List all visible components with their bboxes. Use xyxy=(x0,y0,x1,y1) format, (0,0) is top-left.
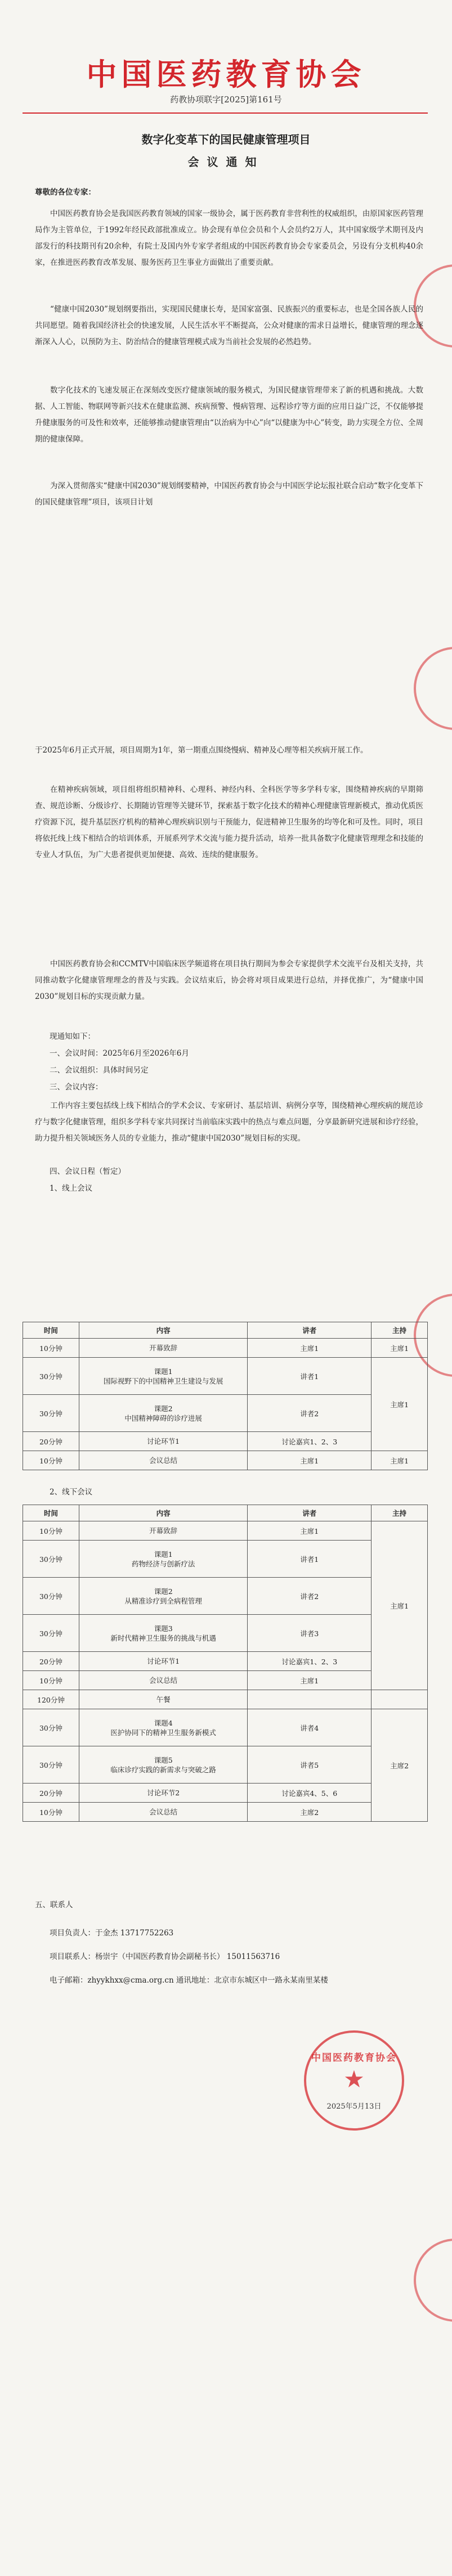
table-row xyxy=(23,1339,428,1358)
column-header-speaker: 讲者 xyxy=(248,1322,372,1339)
table-row xyxy=(23,1709,428,1746)
notice-title: 数字化变革下的国民健康管理项目 xyxy=(141,133,311,146)
column-header-host: 主持 xyxy=(372,1505,428,1521)
table-row xyxy=(23,1803,428,1822)
row-speaker: 讨论嘉宾4、5、6 xyxy=(248,1784,372,1803)
contact-heading: 五、联系人 xyxy=(35,1901,73,1910)
edge-seal-middle xyxy=(414,647,452,730)
notice-subtitle: 会议通知 xyxy=(187,155,265,169)
contact-email-address: 电子邮箱：zhyykhxx@cma.org.cn 通讯地址：北京市东城区中一路永某南里某楼 xyxy=(50,1976,328,1985)
table-row xyxy=(23,1671,428,1690)
host-cell-morning: 主席1 xyxy=(372,1521,428,1690)
column-header-time: 时间 xyxy=(23,1505,79,1521)
row-content xyxy=(79,1541,248,1578)
row-time: 10分钟 xyxy=(23,1671,79,1690)
row-speaker: 主席1 xyxy=(248,1339,372,1358)
row-speaker: 主席1 xyxy=(248,1671,372,1690)
header-divider xyxy=(23,112,428,114)
table-row xyxy=(23,1358,428,1395)
contact-project-lead: 项目负责人：于金杰 13717752263 xyxy=(50,1929,174,1938)
row-speaker: 讲者5 xyxy=(248,1746,372,1784)
row-time: 30分钟 xyxy=(23,1746,79,1784)
intro-line: 现通知如下： xyxy=(50,1032,95,1041)
table-row xyxy=(23,1690,428,1709)
table-row xyxy=(23,1541,428,1578)
row-content xyxy=(79,1395,248,1432)
row-content xyxy=(79,1615,248,1652)
org-name: 中国医药教育协会 xyxy=(86,57,366,92)
row-content: 讨论环节1 xyxy=(79,1432,248,1451)
table-row xyxy=(23,1451,428,1470)
row-time: 10分钟 xyxy=(23,1521,79,1541)
topic-title: 国际视野下的中国精神卫生建设与发展 xyxy=(103,1376,223,1385)
topic-label: 课题4 xyxy=(154,1718,173,1727)
row-time: 120分钟 xyxy=(23,1690,79,1709)
row-time: 20分钟 xyxy=(23,1784,79,1803)
table-row xyxy=(23,1395,428,1432)
salutation: 尊敬的各位专家： xyxy=(35,188,96,197)
row-content: 会议总结 xyxy=(79,1803,248,1822)
topic-title: 新时代精神卫生服务的挑战与机遇 xyxy=(110,1633,216,1642)
row-content xyxy=(79,1578,248,1615)
row-host: 主席1 xyxy=(372,1339,428,1358)
row-content xyxy=(79,1358,248,1395)
topic-title: 从精准诊疗到全病程管理 xyxy=(124,1596,202,1605)
edge-seal-bottom xyxy=(414,2239,452,2322)
row-speaker: 讲者4 xyxy=(248,1709,372,1746)
topic-title: 药物经济与创新疗法 xyxy=(131,1559,195,1568)
row-time: 10分钟 xyxy=(23,1803,79,1822)
topic-label: 课题3 xyxy=(154,1624,173,1633)
document-number: 药教协项联字[2025]第161号 xyxy=(170,94,282,105)
row-speaker: 讲者2 xyxy=(248,1395,372,1432)
row-time: 30分钟 xyxy=(23,1395,79,1432)
row-time: 30分钟 xyxy=(23,1615,79,1652)
paragraph-intro: 中国医药教育协会是我国医药教育领域的国家一级协会，属于医药教育非营利性的权威组织，由原国家医药管理局作为主管单位，于1992年经民政部批准成立。协会现有单位会员和个人会员约2万人，其中国家级学术期刊及内部发行的科技期刊有20余种，有院士及国内外专家学者组成的中国医药教育协会专家委员会，另设有分支机构40余家，在推进医药教育改革发展、服务医药卫生事业方面做出了重要贡献。 xyxy=(35,209,423,267)
topic-label: 课题1 xyxy=(154,1367,173,1376)
row-content xyxy=(79,1709,248,1746)
table-row xyxy=(23,1432,428,1451)
row-host-empty xyxy=(372,1690,428,1709)
row-content xyxy=(79,1746,248,1784)
topic-title: 医护协同下的精神卫生服务新模式 xyxy=(110,1728,216,1737)
host-cell: 主席1 xyxy=(372,1358,428,1451)
row-host: 主席1 xyxy=(372,1451,428,1470)
row-time: 30分钟 xyxy=(23,1541,79,1578)
table-row xyxy=(23,1521,428,1541)
column-header-time: 时间 xyxy=(23,1322,79,1339)
row-speaker: 讲者3 xyxy=(248,1615,372,1652)
topic-label: 课题2 xyxy=(154,1587,173,1596)
star-icon: ★ xyxy=(343,2065,365,2093)
row-time: 30分钟 xyxy=(23,1709,79,1746)
row-speaker: 主席1 xyxy=(248,1521,372,1541)
seal-date: 2025年5月13日 xyxy=(326,2102,382,2111)
table-header-row xyxy=(23,1505,428,1521)
row-speaker: 讨论嘉宾1、2、3 xyxy=(248,1652,372,1671)
row-speaker: 讲者1 xyxy=(248,1541,372,1578)
column-header-content: 内容 xyxy=(79,1322,248,1339)
row-speaker: 讨论嘉宾1、2、3 xyxy=(248,1432,372,1451)
row-content: 会议总结 xyxy=(79,1451,248,1470)
schedule-table-online xyxy=(23,1322,428,1470)
row-time: 30分钟 xyxy=(23,1358,79,1395)
topic-label: 课题2 xyxy=(154,1404,173,1413)
row-speaker: 讲者2 xyxy=(248,1578,372,1615)
row-time: 10分钟 xyxy=(23,1451,79,1470)
host-cell-afternoon: 主席2 xyxy=(372,1709,428,1822)
row-content: 开幕致辞 xyxy=(79,1339,248,1358)
schedule-table-offline xyxy=(23,1505,428,1822)
paragraph-plan: “健康中国2030”规划纲要指出，实现国民健康长寿，是国家富强、民族振兴的重要标志，也是全国各族人民的共同愿望。随着我国经济社会的快速发展，人民生活水平不断提高，公众对健康的需求日益增长，健康管理的理念逐渐深入人心，以预防为主、防治结合的健康管理模式成为当前社会发展的必然趋势。 xyxy=(35,305,423,346)
item-time: 一、会议时间：2025年6月至2026年6月 xyxy=(50,1049,189,1058)
paragraph-continued: 于2025年6月正式开展，项目周期为1年，第一期重点围绕慢病、精神及心理等相关疾病开展工作。 xyxy=(35,746,368,755)
table-row xyxy=(23,1615,428,1652)
row-speaker: 主席2 xyxy=(248,1803,372,1822)
table-row xyxy=(23,1652,428,1671)
row-speaker: 讲者1 xyxy=(248,1358,372,1395)
topic-label: 课题5 xyxy=(154,1755,173,1764)
row-time: 20分钟 xyxy=(23,1652,79,1671)
row-content: 讨论环节1 xyxy=(79,1652,248,1671)
paragraph-psychiatry: 在精神疾病领域，项目组将组织精神科、心理科、神经内科、全科医学等多学科专家，围绕精神疾病的早期筛查、规范诊断、分级诊疗、长期随访管理等关键环节，探索基于数字化技术的精神心理健康管理新模式，推动优质医疗资源下沉，提升基层医疗机构的精神心理疾病识别与干预能力，促进精神卫生服务的均等化和可及性。同时，项目将依托线上线下相结合的培训体系，开展系列学术交流与能力提升活动，培养一批具备数字化健康管理理念和技能的专业人才队伍，为广大患者提供更加便捷、高效、连续的健康服务。 xyxy=(35,785,423,859)
column-header-host: 主持 xyxy=(372,1322,428,1339)
table-row xyxy=(23,1784,428,1803)
paragraph-project: 为深入贯彻落实“健康中国2030”规划纲要精神，中国医药教育协会与中国医学论坛报社联合启动“数字化变革下的国民健康管理”项目，该项目计划 xyxy=(35,481,423,507)
row-content: 讨论环节2 xyxy=(79,1784,248,1803)
seal-text: 中国医药教育协会 xyxy=(311,2052,397,2064)
item-content: 三、会议内容： xyxy=(50,1083,103,1092)
item-content-detail: 工作内容主要包括线上线下相结合的学术会议、专家研讨、基层培训、病例分享等，围绕精神心理疾病的规范诊疗与数字化健康管理，组织多学科专家共同探讨当前临床实践中的热点与难点问题，分享最新研究进展和诊疗经验，助力提升相关领域医务人员的专业能力，推动“健康中国2030”规划目标的实现。 xyxy=(35,1101,423,1143)
contact-project-liaison: 项目联系人：杨崇宇（中国医药教育协会副秘书长） 15011563716 xyxy=(50,1952,280,1961)
item-schedule: 四、会议日程（暂定） xyxy=(50,1167,126,1176)
row-time: 30分钟 xyxy=(23,1578,79,1615)
online-meeting-label: 1、线上会议 xyxy=(50,1184,93,1193)
row-speaker: 主席1 xyxy=(248,1451,372,1470)
topic-label: 课题1 xyxy=(154,1550,173,1559)
table-header-row xyxy=(23,1322,428,1339)
topic-title: 临床诊疗实践的新需求与突破之路 xyxy=(110,1765,216,1774)
topic-title: 中国精神障碍的诊疗进展 xyxy=(124,1413,202,1422)
table-row xyxy=(23,1746,428,1784)
row-speaker xyxy=(248,1690,372,1709)
row-time: 10分钟 xyxy=(23,1339,79,1358)
row-time: 20分钟 xyxy=(23,1432,79,1451)
official-seal xyxy=(304,2030,404,2131)
paragraph-support: 中国医药教育协会和CCMTV中国临床医学频道将在项目执行期间为参会专家提供学术交流平台及相关支持，共同推动数字化健康管理理念的普及与实践。会议结束后，协会将对项目成果进行总结，并择优推广，为“健康中国2030”规划目标的实现贡献力量。 xyxy=(35,960,423,1001)
row-content: 会议总结 xyxy=(79,1671,248,1690)
offline-meeting-label: 2、线下会议 xyxy=(50,1488,93,1497)
column-header-speaker: 讲者 xyxy=(248,1505,372,1521)
table-row xyxy=(23,1578,428,1615)
row-content: 午餐 xyxy=(79,1690,248,1709)
paragraph-digital: 数字化技术的飞速发展正在深刻改变医疗健康领域的服务模式，为国民健康管理带来了新的机遇和挑战。大数据、人工智能、物联网等新兴技术在健康监测、疾病预警、慢病管理、远程诊疗等方面的应用日益广泛，不仅能够提升健康服务的可及性和效率，还能够推动健康管理由“以治病为中心”向“以健康为中心”转变，助力实现全方位、全周期的健康保障。 xyxy=(35,386,423,444)
row-content: 开幕致辞 xyxy=(79,1521,248,1541)
item-organization: 二、会议组织：具体时间另定 xyxy=(50,1066,149,1075)
column-header-content: 内容 xyxy=(79,1505,248,1521)
